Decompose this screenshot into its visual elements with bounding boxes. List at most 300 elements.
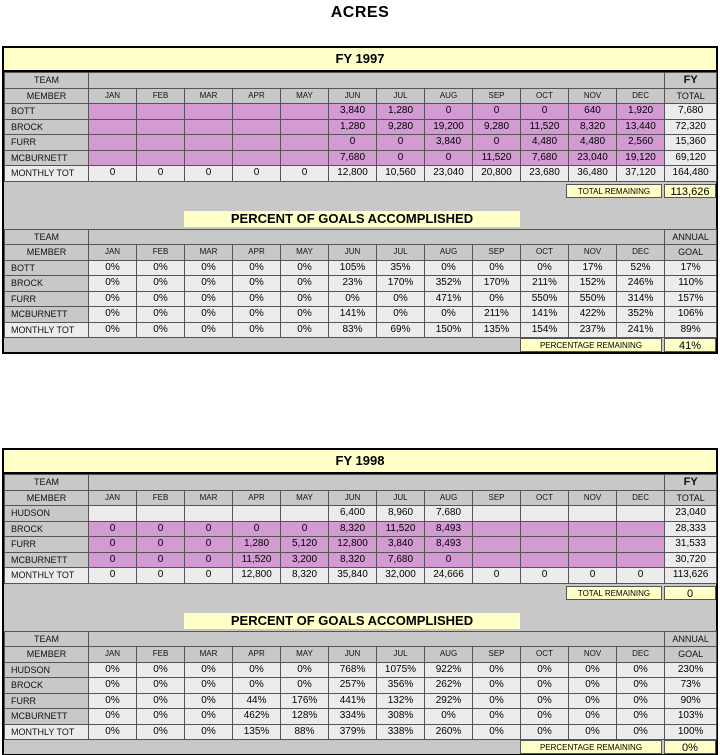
annual-total-percent: 89%: [665, 322, 717, 338]
member-fy-total: 15,360: [665, 135, 717, 151]
acres-cell: [89, 104, 137, 120]
percent-cell: 0%: [377, 291, 425, 307]
monthly-total-row: [5, 568, 717, 584]
percent-cell: 0%: [185, 678, 233, 694]
percent-monthly-total-cell: 237%: [569, 322, 617, 338]
acres-cell: [185, 135, 233, 151]
acres-cell: 0: [377, 135, 425, 151]
percent-footer: [4, 740, 716, 754]
month-header-apr: APR: [233, 647, 281, 663]
acres-cell: 12,800: [329, 537, 377, 553]
month-header-oct: OCT: [521, 245, 569, 261]
percent-monthly-total-cell: 379%: [329, 724, 377, 740]
percent-cell: 0%: [569, 709, 617, 725]
member-name: BROCK: [5, 276, 89, 292]
percent-cell: 1075%: [377, 662, 425, 678]
monthly-total-cell: 36,480: [569, 166, 617, 182]
acres-cell: 11,520: [521, 119, 569, 135]
percent-cell: 462%: [233, 709, 281, 725]
percent-monthly-total-cell: 0%: [473, 724, 521, 740]
header-row: [5, 245, 717, 261]
percent-monthly-total-cell: 0%: [521, 724, 569, 740]
percent-cell: 0%: [137, 693, 185, 709]
month-header-aug: AUG: [425, 647, 473, 663]
percent-cell: 246%: [617, 276, 665, 292]
acres-cell: [569, 537, 617, 553]
acres-cell: [89, 135, 137, 151]
monthly-total-cell: 0: [185, 166, 233, 182]
percent-cell: 0%: [425, 709, 473, 725]
percent-cell: 0%: [137, 307, 185, 323]
acres-cell: [233, 135, 281, 151]
table-row: [5, 135, 717, 151]
month-header-nov: NOV: [569, 490, 617, 506]
acres-cell: 8,320: [569, 119, 617, 135]
acres-cell: [281, 119, 329, 135]
percent-cell: 132%: [377, 693, 425, 709]
month-header-mar: MAR: [185, 490, 233, 506]
percent-goals-title: PERCENT OF GOALS ACCOMPLISHED: [184, 613, 520, 629]
month-header-feb: FEB: [137, 245, 185, 261]
percent-cell: 23%: [329, 276, 377, 292]
member-name: MCBURNETT: [5, 552, 89, 568]
member-name: BROCK: [5, 678, 89, 694]
acres-cell: 11,520: [233, 552, 281, 568]
percent-cell: 0%: [185, 709, 233, 725]
acres-cell: [521, 521, 569, 537]
table-row: [5, 662, 717, 678]
percent-footer: [4, 338, 716, 352]
percent-monthly-total-cell: 0%: [185, 322, 233, 338]
acres-cell: 0: [377, 150, 425, 166]
annual-goal-percent: 73%: [665, 678, 717, 694]
month-header-spacer: [89, 229, 665, 245]
month-header-jun: JUN: [329, 88, 377, 104]
percent-cell: 0%: [185, 260, 233, 276]
header-row: [5, 490, 717, 506]
acres-cell: [137, 506, 185, 522]
percent-cell: 0%: [473, 678, 521, 694]
month-header-apr: APR: [233, 88, 281, 104]
percent-table: [4, 229, 717, 339]
percent-cell: 0%: [281, 307, 329, 323]
acres-table: [4, 72, 717, 182]
acres-cell: 0: [521, 104, 569, 120]
monthly-total-cell: 10,560: [377, 166, 425, 182]
monthly-total-cell: 32,000: [377, 568, 425, 584]
acres-cell: 23,040: [569, 150, 617, 166]
percent-cell: 0%: [521, 709, 569, 725]
percent-cell: 0%: [569, 693, 617, 709]
total-remaining-value: 113,626: [664, 184, 716, 198]
acres-cell: [521, 552, 569, 568]
percent-cell: 352%: [617, 307, 665, 323]
acres-cell: [281, 506, 329, 522]
percent-cell: 0%: [89, 693, 137, 709]
percent-monthly-total-cell: 69%: [377, 322, 425, 338]
month-header-nov: NOV: [569, 88, 617, 104]
month-header-oct: OCT: [521, 88, 569, 104]
percent-cell: 0%: [425, 307, 473, 323]
percent-cell: 0%: [89, 276, 137, 292]
percent-monthly-total-cell: 0%: [233, 322, 281, 338]
percent-cell: 0%: [617, 693, 665, 709]
acres-table: [4, 474, 717, 584]
fy1998-section: [2, 448, 718, 755]
percentage-remaining-label: PERCENTAGE REMAINING: [520, 338, 662, 352]
percent-monthly-total-cell: 135%: [473, 322, 521, 338]
percent-cell: 0%: [233, 276, 281, 292]
percent-monthly-total-cell: 0%: [89, 724, 137, 740]
month-header-sep: SEP: [473, 245, 521, 261]
month-header-sep: SEP: [473, 490, 521, 506]
acres-cell: 4,480: [569, 135, 617, 151]
total-remaining-label: TOTAL REMAINING: [566, 184, 662, 198]
acres-cell: [617, 521, 665, 537]
acres-cell: [473, 506, 521, 522]
percent-cell: 308%: [377, 709, 425, 725]
month-header-jan: JAN: [89, 490, 137, 506]
acres-cell: 1,280: [233, 537, 281, 553]
monthly-total-row: [5, 724, 717, 740]
month-header-feb: FEB: [137, 88, 185, 104]
acres-cell: 1,280: [377, 104, 425, 120]
team-header: TEAM: [5, 475, 89, 491]
acres-cell: [137, 135, 185, 151]
member-name: FURR: [5, 291, 89, 307]
monthly-total-cell: 23,680: [521, 166, 569, 182]
acres-cell: 3,840: [425, 135, 473, 151]
monthly-total-row: [5, 322, 717, 338]
month-header-oct: OCT: [521, 490, 569, 506]
percent-cell: 0%: [473, 260, 521, 276]
month-header-feb: FEB: [137, 490, 185, 506]
month-header-dec: DEC: [617, 245, 665, 261]
acres-cell: [473, 521, 521, 537]
member-name: BOTT: [5, 104, 89, 120]
percent-cell: 35%: [377, 260, 425, 276]
month-header-apr: APR: [233, 245, 281, 261]
member-header: MEMBER: [5, 88, 89, 104]
table-row: [5, 260, 717, 276]
grand-total: 164,480: [665, 166, 717, 182]
month-header-dec: DEC: [617, 490, 665, 506]
acres-cell: [473, 537, 521, 553]
annual-goal-percent: 103%: [665, 709, 717, 725]
acres-cell: 11,520: [473, 150, 521, 166]
acres-cell: 0: [185, 537, 233, 553]
monthly-total-cell: 37,120: [617, 166, 665, 182]
percent-monthly-total-cell: 135%: [233, 724, 281, 740]
acres-cell: [281, 135, 329, 151]
percent-monthly-total-cell: 150%: [425, 322, 473, 338]
percentage-remaining-value: 0%: [664, 740, 716, 754]
percent-cell: 334%: [329, 709, 377, 725]
month-header-spacer: [89, 631, 665, 647]
percent-cell: 52%: [617, 260, 665, 276]
month-header-sep: SEP: [473, 647, 521, 663]
header-row: [5, 475, 717, 491]
member-header: MEMBER: [5, 490, 89, 506]
acres-cell: [89, 119, 137, 135]
percent-cell: 0%: [185, 307, 233, 323]
month-header-mar: MAR: [185, 647, 233, 663]
percent-cell: 0%: [89, 260, 137, 276]
percent-monthly-total-cell: 0%: [617, 724, 665, 740]
percent-cell: 128%: [281, 709, 329, 725]
percent-cell: 0%: [89, 709, 137, 725]
acres-cell: 0: [425, 150, 473, 166]
percent-cell: 0%: [233, 662, 281, 678]
acres-cell: 7,680: [521, 150, 569, 166]
acres-cell: 0: [89, 537, 137, 553]
percent-monthly-total-cell: 0%: [137, 322, 185, 338]
acres-cell: [137, 104, 185, 120]
right-header-bottom: GOAL: [665, 245, 717, 261]
acres-cell: 8,493: [425, 521, 473, 537]
acres-cell: 0: [137, 521, 185, 537]
acres-cell: 0: [233, 521, 281, 537]
header-row: [5, 229, 717, 245]
percent-cell: 0%: [281, 291, 329, 307]
grand-total: 113,626: [665, 568, 717, 584]
annual-goal-percent: 17%: [665, 260, 717, 276]
month-header-may: MAY: [281, 490, 329, 506]
percent-monthly-total-cell: 83%: [329, 322, 377, 338]
percentage-remaining-label: PERCENTAGE REMAINING: [520, 740, 662, 754]
acres-cell: 19,120: [617, 150, 665, 166]
monthly-total-cell: 12,800: [233, 568, 281, 584]
percent-cell: 141%: [329, 307, 377, 323]
monthly-total-cell: 0: [185, 568, 233, 584]
monthly-total-cell: 0: [89, 166, 137, 182]
table-row: [5, 552, 717, 568]
percent-cell: 0%: [377, 307, 425, 323]
acres-cell: [185, 506, 233, 522]
right-header-top: ANNUAL: [665, 229, 717, 245]
acres-cell: 7,680: [377, 552, 425, 568]
month-header-dec: DEC: [617, 88, 665, 104]
month-header-dec: DEC: [617, 647, 665, 663]
percent-monthly-total-cell: 338%: [377, 724, 425, 740]
member-fy-total: 31,533: [665, 537, 717, 553]
table-row: [5, 678, 717, 694]
acres-cell: [281, 150, 329, 166]
percent-cell: 262%: [425, 678, 473, 694]
month-header-jul: JUL: [377, 647, 425, 663]
acres-cell: [89, 150, 137, 166]
acres-cell: 3,200: [281, 552, 329, 568]
acres-cell: 8,493: [425, 537, 473, 553]
percent-cell: 0%: [569, 678, 617, 694]
acres-cell: 0: [473, 135, 521, 151]
percent-cell: 0%: [137, 662, 185, 678]
percent-cell: 0%: [473, 662, 521, 678]
percent-cell: 176%: [281, 693, 329, 709]
acres-cell: 0: [89, 552, 137, 568]
acres-cell: [569, 552, 617, 568]
acres-cell: [473, 552, 521, 568]
percent-cell: 0%: [233, 307, 281, 323]
member-fy-total: 7,680: [665, 104, 717, 120]
monthly-total-cell: 23,040: [425, 166, 473, 182]
percent-cell: 0%: [425, 260, 473, 276]
monthly-total-cell: 35,840: [329, 568, 377, 584]
table-row: [5, 276, 717, 292]
total-remaining-value: 0: [664, 586, 716, 600]
right-header-top: FY: [665, 475, 717, 491]
member-header: MEMBER: [5, 245, 89, 261]
percent-cell: 0%: [185, 291, 233, 307]
monthly-total-cell: 20,800: [473, 166, 521, 182]
member-fy-total: 28,333: [665, 521, 717, 537]
percent-cell: 257%: [329, 678, 377, 694]
acres-cell: [137, 119, 185, 135]
member-name: BOTT: [5, 260, 89, 276]
percent-monthly-total-cell: 260%: [425, 724, 473, 740]
monthly-total-cell: 12,800: [329, 166, 377, 182]
percent-cell: 44%: [233, 693, 281, 709]
acres-cell: [281, 104, 329, 120]
percent-cell: 0%: [521, 260, 569, 276]
percent-cell: 0%: [473, 693, 521, 709]
annual-goal-percent: 106%: [665, 307, 717, 323]
percent-table: [4, 631, 717, 741]
percent-cell: 211%: [521, 276, 569, 292]
monthly-total-cell: 24,666: [425, 568, 473, 584]
month-header-jul: JUL: [377, 490, 425, 506]
month-header-may: MAY: [281, 245, 329, 261]
percent-cell: 0%: [89, 678, 137, 694]
acres-cell: [185, 104, 233, 120]
acres-cell: [233, 104, 281, 120]
monthly-total-cell: 0: [137, 568, 185, 584]
percent-cell: 170%: [473, 276, 521, 292]
percent-cell: 550%: [569, 291, 617, 307]
monthly-total-cell: 0: [233, 166, 281, 182]
acres-cell: [617, 552, 665, 568]
acres-cell: 0: [329, 135, 377, 151]
annual-goal-percent: 230%: [665, 662, 717, 678]
member-name: MCBURNETT: [5, 150, 89, 166]
percent-cell: 0%: [329, 291, 377, 307]
monthly-total-cell: 0: [137, 166, 185, 182]
percent-cell: 0%: [617, 662, 665, 678]
month-header-jan: JAN: [89, 245, 137, 261]
member-name: FURR: [5, 537, 89, 553]
member-name: HUDSON: [5, 506, 89, 522]
percent-monthly-total-cell: 88%: [281, 724, 329, 740]
acres-cell: 0: [89, 521, 137, 537]
fy-banner: FY 1998: [4, 450, 716, 474]
percent-cell: 0%: [521, 662, 569, 678]
monthly-total-cell: 8,320: [281, 568, 329, 584]
percent-cell: 471%: [425, 291, 473, 307]
monthly-total-cell: 0: [521, 568, 569, 584]
percent-cell: 211%: [473, 307, 521, 323]
percent-monthly-total-cell: 0%: [137, 724, 185, 740]
percent-cell: 0%: [521, 693, 569, 709]
acres-cell: 9,280: [473, 119, 521, 135]
acres-cell: 6,400: [329, 506, 377, 522]
right-header-top: ANNUAL: [665, 631, 717, 647]
percent-monthly-total-cell: 0%: [281, 322, 329, 338]
annual-total-percent: 100%: [665, 724, 717, 740]
member-name: MCBURNETT: [5, 709, 89, 725]
acres-cell: [185, 150, 233, 166]
team-header: TEAM: [5, 631, 89, 647]
percent-cell: 422%: [569, 307, 617, 323]
monthly-total-cell: 0: [473, 568, 521, 584]
percent-monthly-total-cell: 0%: [185, 724, 233, 740]
acres-cell: [89, 506, 137, 522]
percent-goals-title: PERCENT OF GOALS ACCOMPLISHED: [184, 211, 520, 227]
percent-cell: 356%: [377, 678, 425, 694]
acres-cell: 640: [569, 104, 617, 120]
percent-cell: 0%: [185, 276, 233, 292]
monthly-total-label: MONTHLY TOT: [5, 724, 89, 740]
acres-cell: [569, 521, 617, 537]
monthly-total-cell: 0: [569, 568, 617, 584]
percent-cell: 922%: [425, 662, 473, 678]
annual-goal-percent: 90%: [665, 693, 717, 709]
percent-monthly-total-cell: 241%: [617, 322, 665, 338]
month-header-aug: AUG: [425, 490, 473, 506]
acres-cell: 13,440: [617, 119, 665, 135]
percent-cell: 0%: [569, 662, 617, 678]
percent-cell: 152%: [569, 276, 617, 292]
team-header: TEAM: [5, 73, 89, 89]
month-header-jan: JAN: [89, 88, 137, 104]
percent-monthly-total-cell: 0%: [89, 322, 137, 338]
acres-cell: 1,280: [329, 119, 377, 135]
percent-cell: 141%: [521, 307, 569, 323]
acres-summary-strip: [4, 182, 716, 229]
right-header-bottom: TOTAL: [665, 490, 717, 506]
acres-cell: [233, 119, 281, 135]
monthly-total-cell: 0: [281, 166, 329, 182]
month-header-jan: JAN: [89, 647, 137, 663]
percent-cell: 441%: [329, 693, 377, 709]
percent-cell: 0%: [137, 276, 185, 292]
table-row: [5, 709, 717, 725]
member-fy-total: 23,040: [665, 506, 717, 522]
right-header-top: FY: [665, 73, 717, 89]
acres-cell: 8,960: [377, 506, 425, 522]
percent-cell: 0%: [281, 662, 329, 678]
acres-cell: 19,200: [425, 119, 473, 135]
table-row: [5, 291, 717, 307]
acres-cell: [569, 506, 617, 522]
month-header-jul: JUL: [377, 245, 425, 261]
monthly-total-cell: 0: [89, 568, 137, 584]
percent-cell: 0%: [89, 307, 137, 323]
acres-cell: [233, 150, 281, 166]
table-row: [5, 307, 717, 323]
team-header: TEAM: [5, 229, 89, 245]
monthly-total-label: MONTHLY TOT: [5, 166, 89, 182]
table-row: [5, 150, 717, 166]
percent-cell: 0%: [233, 260, 281, 276]
percent-cell: 314%: [617, 291, 665, 307]
member-fy-total: 30,720: [665, 552, 717, 568]
acres-cell: 0: [185, 552, 233, 568]
percent-cell: 0%: [137, 709, 185, 725]
acres-cell: 4,480: [521, 135, 569, 151]
annual-goal-percent: 110%: [665, 276, 717, 292]
monthly-total-label: MONTHLY TOT: [5, 568, 89, 584]
member-name: BROCK: [5, 119, 89, 135]
